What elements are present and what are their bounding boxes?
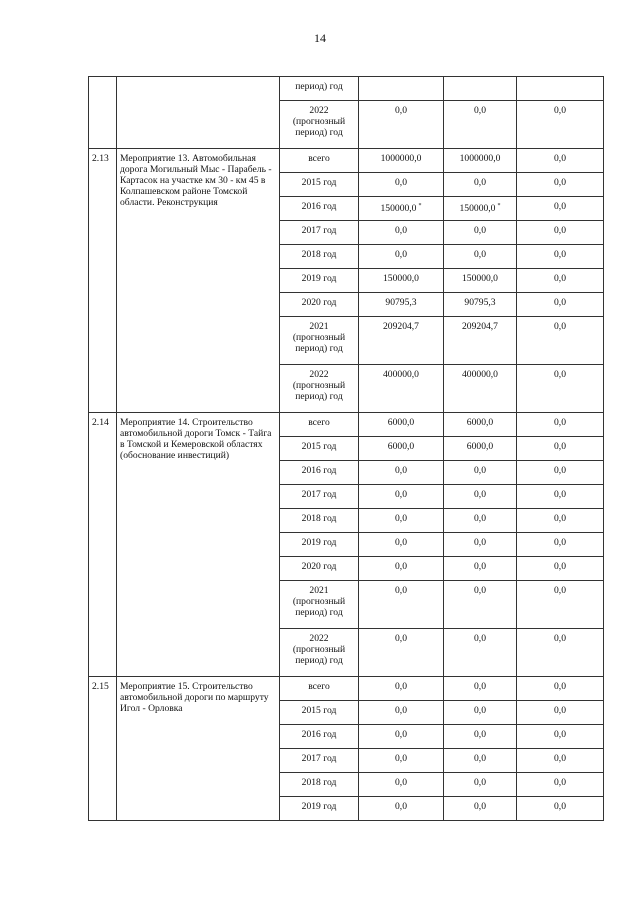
- federal-value-cell: [444, 629, 517, 677]
- period-cell: 2021 (прогнозный период) год: [280, 581, 359, 629]
- federal-value-cell: [444, 221, 517, 245]
- total-value-cell: [359, 461, 444, 485]
- other-value: 0,0: [554, 681, 566, 692]
- other-value: 0,0: [554, 489, 566, 500]
- other-value-cell: [517, 677, 604, 701]
- other-value: 0,0: [554, 465, 566, 476]
- other-value: 0,0: [554, 801, 566, 812]
- program-table-body: [89, 77, 604, 821]
- federal-value: 209204,7: [462, 321, 498, 332]
- federal-value-cell: [444, 293, 517, 317]
- total-value: 6000,0: [387, 417, 415, 428]
- period-cell: 2015 год: [280, 701, 359, 725]
- total-value: 0,0: [395, 537, 407, 548]
- other-value: 0,0: [554, 705, 566, 716]
- other-value-cell: [517, 77, 604, 101]
- total-value: 150000,0: [380, 203, 417, 215]
- total-value-cell: [359, 149, 444, 173]
- total-value: 0,0: [395, 225, 407, 236]
- other-value: 0,0: [554, 633, 566, 644]
- federal-value-cell: [444, 509, 517, 533]
- other-value-cell: [517, 317, 604, 365]
- period-cell: 2019 год: [280, 269, 359, 293]
- total-value: 6000,0: [387, 441, 415, 452]
- federal-value-cell: [444, 677, 517, 701]
- period-cell: 2019 год: [280, 533, 359, 557]
- footnote-mark: *: [497, 203, 501, 209]
- other-value: 0,0: [554, 297, 566, 308]
- federal-value: 0,0: [474, 105, 486, 116]
- other-value: 0,0: [554, 321, 566, 332]
- other-value: 0,0: [554, 537, 566, 548]
- period-cell: 2016 год: [280, 725, 359, 749]
- other-value: 0,0: [554, 369, 566, 380]
- federal-value: 0,0: [474, 681, 486, 692]
- federal-value-cell: [444, 101, 517, 149]
- total-value: 0,0: [395, 777, 407, 788]
- other-value-cell: [517, 101, 604, 149]
- federal-value-cell: [444, 173, 517, 197]
- other-value-cell: [517, 725, 604, 749]
- other-value-cell: [517, 365, 604, 413]
- total-value-cell: [359, 365, 444, 413]
- period-cell: 2019 год: [280, 797, 359, 821]
- period-cell: 2018 год: [280, 773, 359, 797]
- period-cell: 2021 (прогнозный период) год: [280, 317, 359, 365]
- other-value: 0,0: [554, 441, 566, 452]
- total-value-cell: [359, 629, 444, 677]
- item-description: [117, 77, 280, 149]
- item-number: [89, 77, 117, 149]
- total-value: 90795,3: [385, 297, 417, 308]
- federal-value: 0,0: [474, 729, 486, 740]
- other-value: 0,0: [554, 273, 566, 284]
- item-description: Мероприятие 15. Строительство автомобильной дороги по маршруту Игол - Орловка: [117, 677, 280, 821]
- other-value: 0,0: [554, 225, 566, 236]
- total-value: 0,0: [395, 105, 407, 116]
- other-value-cell: [517, 797, 604, 821]
- total-value-cell: [359, 197, 444, 221]
- federal-value: 400000,0: [462, 369, 498, 380]
- federal-value: 150000,0: [459, 203, 496, 215]
- total-value-cell: [359, 725, 444, 749]
- federal-value-cell: [444, 437, 517, 461]
- federal-value-cell: [444, 269, 517, 293]
- total-value-cell: [359, 245, 444, 269]
- item-description: Мероприятие 13. Автомобильная дорога Могильный Мыс - Парабель - Картасок на участке км 30 - км 45 в Колпашевском районе Томской области. Реконструкция: [117, 149, 280, 413]
- total-value-cell: [359, 485, 444, 509]
- total-value: 0,0: [395, 249, 407, 260]
- other-value: 0,0: [554, 513, 566, 524]
- other-value: 0,0: [554, 153, 566, 164]
- period-cell: всего: [280, 413, 359, 437]
- period-cell: 2015 год: [280, 437, 359, 461]
- total-value: 0,0: [395, 729, 407, 740]
- federal-value: 0,0: [474, 633, 486, 644]
- item-description: Мероприятие 14. Строительство автомобильной дороги Томск - Тайга в Томской и Кемеровской областях (обоснование инвестиций): [117, 413, 280, 677]
- other-value: 0,0: [554, 753, 566, 764]
- total-value: 400000,0: [383, 369, 419, 380]
- total-value: 0,0: [395, 513, 407, 524]
- federal-value-cell: [444, 413, 517, 437]
- other-value: 0,0: [554, 417, 566, 428]
- federal-value: 0,0: [474, 753, 486, 764]
- other-value-cell: [517, 581, 604, 629]
- federal-value: 0,0: [474, 777, 486, 788]
- total-value-cell: [359, 437, 444, 461]
- other-value-cell: [517, 173, 604, 197]
- other-value-cell: [517, 269, 604, 293]
- federal-value-cell: [444, 485, 517, 509]
- table-row: [89, 413, 604, 437]
- other-value-cell: [517, 701, 604, 725]
- table-row: [89, 149, 604, 173]
- other-value: 0,0: [554, 585, 566, 596]
- federal-value-cell: [444, 197, 517, 221]
- period-cell: 2015 год: [280, 173, 359, 197]
- federal-value-cell: [444, 365, 517, 413]
- other-value-cell: [517, 245, 604, 269]
- other-value: 0,0: [554, 105, 566, 116]
- total-value: 0,0: [395, 633, 407, 644]
- period-cell: 2017 год: [280, 749, 359, 773]
- period-cell: 2020 год: [280, 293, 359, 317]
- total-value: 0,0: [395, 177, 407, 188]
- total-value-cell: [359, 533, 444, 557]
- federal-value: 0,0: [474, 249, 486, 260]
- total-value-cell: [359, 77, 444, 101]
- federal-value: 0,0: [474, 537, 486, 548]
- federal-value: 0,0: [474, 489, 486, 500]
- federal-value: 90795,3: [464, 297, 496, 308]
- federal-value-cell: [444, 461, 517, 485]
- item-number: 2.14: [89, 413, 117, 677]
- total-value: 0,0: [395, 561, 407, 572]
- other-value-cell: [517, 461, 604, 485]
- total-value-cell: [359, 173, 444, 197]
- total-value-cell: [359, 101, 444, 149]
- federal-value-cell: [444, 245, 517, 269]
- federal-value: 6000,0: [466, 417, 494, 428]
- federal-value-cell: [444, 77, 517, 101]
- federal-value: 0,0: [474, 561, 486, 572]
- total-value-cell: [359, 221, 444, 245]
- federal-value: 150000,0: [462, 273, 498, 284]
- other-value-cell: [517, 557, 604, 581]
- period-cell: 2020 год: [280, 557, 359, 581]
- other-value: 0,0: [554, 177, 566, 188]
- federal-value: 0,0: [474, 177, 486, 188]
- federal-value-cell: [444, 533, 517, 557]
- total-value-cell: [359, 677, 444, 701]
- period-cell: 2017 год: [280, 221, 359, 245]
- table-row: [89, 677, 604, 701]
- period-cell: 2022 (прогнозный период) год: [280, 101, 359, 149]
- federal-value-cell: [444, 317, 517, 365]
- total-value-cell: [359, 413, 444, 437]
- other-value-cell: [517, 149, 604, 173]
- federal-value-cell: [444, 581, 517, 629]
- total-value: 0,0: [395, 801, 407, 812]
- other-value-cell: [517, 509, 604, 533]
- item-number: 2.15: [89, 677, 117, 821]
- period-cell: 2022 (прогнозный период) год: [280, 629, 359, 677]
- federal-value: 0,0: [474, 225, 486, 236]
- total-value-cell: [359, 317, 444, 365]
- federal-value-cell: [444, 773, 517, 797]
- total-value-cell: [359, 269, 444, 293]
- table-row: [89, 77, 604, 101]
- total-value: 1000000,0: [380, 153, 422, 164]
- total-value: 0,0: [395, 465, 407, 476]
- period-cell: 2016 год: [280, 461, 359, 485]
- total-value: 0,0: [395, 681, 407, 692]
- other-value-cell: [517, 293, 604, 317]
- total-value: 209204,7: [383, 321, 419, 332]
- total-value-cell: [359, 701, 444, 725]
- other-value: 0,0: [554, 201, 566, 212]
- other-value: 0,0: [554, 561, 566, 572]
- total-value-cell: [359, 509, 444, 533]
- federal-value: 0,0: [474, 705, 486, 716]
- other-value: 0,0: [554, 729, 566, 740]
- federal-value: 0,0: [474, 585, 486, 596]
- federal-value-cell: [444, 797, 517, 821]
- federal-value: 0,0: [474, 465, 486, 476]
- total-value: 0,0: [395, 705, 407, 716]
- period-cell: 2018 год: [280, 509, 359, 533]
- other-value-cell: [517, 773, 604, 797]
- total-value: 150000,0: [383, 273, 419, 284]
- period-cell: период) год: [280, 77, 359, 101]
- other-value-cell: [517, 221, 604, 245]
- total-value-cell: [359, 293, 444, 317]
- total-value-cell: [359, 557, 444, 581]
- other-value: 0,0: [554, 777, 566, 788]
- total-value-cell: [359, 773, 444, 797]
- item-number: 2.13: [89, 149, 117, 413]
- federal-value-cell: [444, 701, 517, 725]
- total-value: 0,0: [395, 585, 407, 596]
- period-cell: всего: [280, 677, 359, 701]
- federal-value-cell: [444, 557, 517, 581]
- federal-value: 0,0: [474, 513, 486, 524]
- other-value-cell: [517, 749, 604, 773]
- other-value: 0,0: [554, 249, 566, 260]
- total-value: 0,0: [395, 753, 407, 764]
- federal-value: 1000000,0: [459, 153, 501, 164]
- other-value-cell: [517, 629, 604, 677]
- other-value-cell: [517, 485, 604, 509]
- federal-value: 6000,0: [466, 441, 494, 452]
- period-cell: 2018 год: [280, 245, 359, 269]
- period-cell: 2017 год: [280, 485, 359, 509]
- period-cell: 2022 (прогнозный период) год: [280, 365, 359, 413]
- total-value-cell: [359, 581, 444, 629]
- total-value-cell: [359, 797, 444, 821]
- page-number: 14: [314, 31, 326, 45]
- period-cell: 2016 год: [280, 197, 359, 221]
- program-table: [88, 76, 604, 821]
- period-cell: всего: [280, 149, 359, 173]
- federal-value-cell: [444, 749, 517, 773]
- other-value-cell: [517, 197, 604, 221]
- total-value-cell: [359, 749, 444, 773]
- other-value-cell: [517, 533, 604, 557]
- federal-value-cell: [444, 149, 517, 173]
- other-value-cell: [517, 437, 604, 461]
- federal-value: 0,0: [474, 801, 486, 812]
- other-value-cell: [517, 413, 604, 437]
- total-value: 0,0: [395, 489, 407, 500]
- footnote-mark: *: [418, 203, 422, 209]
- federal-value-cell: [444, 725, 517, 749]
